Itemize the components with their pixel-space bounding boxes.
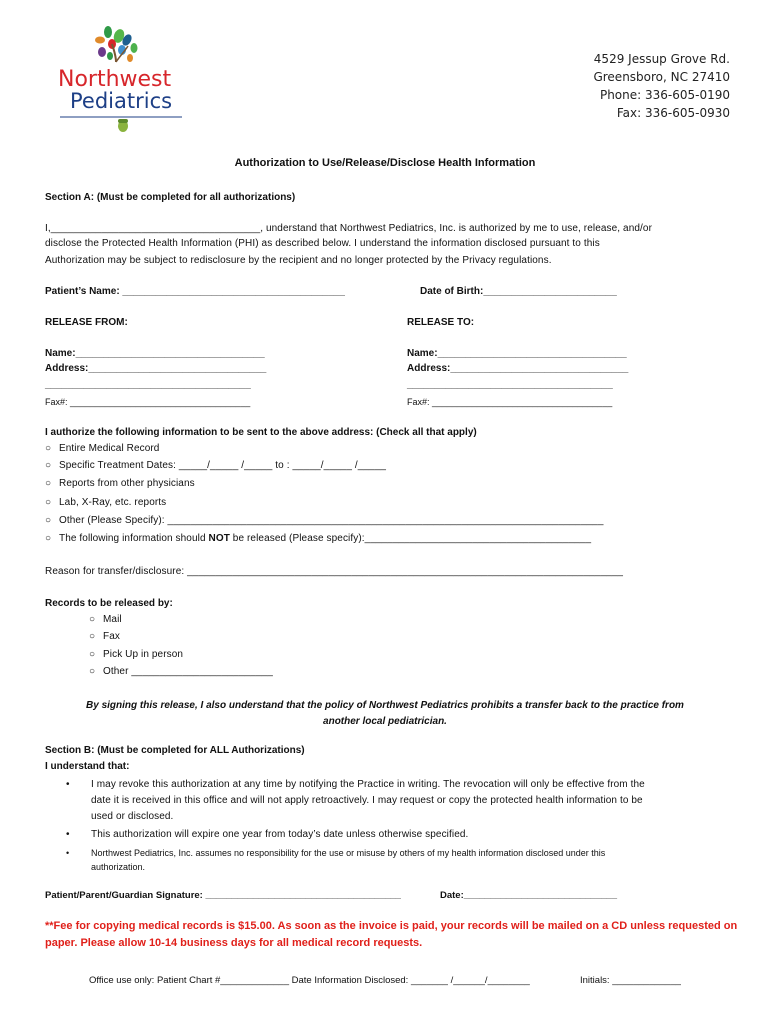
tree-logo-icon	[50, 26, 200, 138]
reason-field[interactable]: Reason for transfer/disclosure: _____________________________________________________________________________	[45, 566, 624, 577]
policy-statement-line2: another local pediatrician.	[323, 716, 447, 727]
bullet-dot-icon: •	[66, 848, 70, 858]
section-b-bullet1-line1: I may revoke this authorization at any time by notifying the Practice in writing. The revocation will only be effective from the	[91, 779, 645, 790]
records-option-fax[interactable]: ○ Fax	[89, 631, 120, 642]
guardian-signature-field[interactable]: Patient/Parent/Guardian Signature: _____________________________________	[45, 890, 401, 901]
logo-northwest: Northwest	[58, 67, 172, 92]
release-to-address-field[interactable]: Address:________________________________	[407, 363, 629, 374]
address-city: Greensboro, NC 27410	[593, 70, 730, 84]
authorize-option-physician-reports[interactable]: ○ Reports from other physicians	[45, 478, 195, 489]
checkbox-circle-icon[interactable]: ○	[89, 666, 96, 677]
authorize-heading: I authorize the following information to be sent to the above address: (Check all that apply)	[45, 427, 477, 438]
release-from-address2-field[interactable]: _____________________________________	[45, 379, 251, 390]
bullet-dot-icon: •	[66, 779, 70, 790]
release-from-name-field[interactable]: Name:__________________________________	[45, 348, 265, 359]
section-a-para-line1[interactable]: I,_____________________________________, understand that Northwest Pediatrics, Inc. is authorized by me to use, release, and/or	[45, 223, 653, 234]
authorize-option-not-released[interactable]: ○ The following information should NOT be released (Please specify):________________________________________	[45, 533, 592, 544]
records-option-other[interactable]: ○ Other _________________________	[89, 666, 273, 677]
office-use-only: Office use only: Patient Chart #_____________ Date Information Disclosed: _______ /______/________	[89, 975, 530, 986]
fee-notice-line1: **Fee for copying medical records is $15.00. As soon as the invoice is paid, your records will be mailed on a CD unless requested on	[45, 920, 738, 932]
release-to-fax-field[interactable]: Fax#: ____________________________________	[407, 397, 613, 407]
policy-statement-line1: By signing this release, I also understand that the policy of Northwest Pediatrics prohibits a transfer back to the practice from	[86, 700, 684, 711]
logo	[50, 26, 200, 138]
authorize-option-entire-record[interactable]: ○ Entire Medical Record	[45, 443, 160, 454]
section-b-bullet1-line2: date it is received in this office and will not apply retroactively. I may request or copy the protected health information to be	[91, 795, 643, 806]
checkbox-circle-icon[interactable]: ○	[45, 497, 52, 508]
checkbox-circle-icon[interactable]: ○	[89, 631, 96, 642]
section-a-heading: Section A: (Must be completed for all authorizations)	[45, 192, 296, 203]
address-fax: Fax: 336-605-0930	[616, 106, 730, 120]
section-b-bullet2: This authorization will expire one year from today’s date unless otherwise specified.	[91, 829, 469, 840]
section-b-heading: Section B: (Must be completed for ALL Authorizations)	[45, 745, 305, 756]
signature-date-field[interactable]: Date:_____________________________	[440, 890, 617, 901]
checkbox-circle-icon[interactable]: ○	[45, 533, 52, 544]
authorize-option-other[interactable]: ○ Other (Please Specify): _____________________________________________________________________________	[45, 515, 604, 526]
records-heading: Records to be released by:	[45, 598, 173, 609]
records-option-mail[interactable]: ○ Mail	[89, 614, 122, 625]
logo-pediatrics: Pediatrics	[70, 89, 173, 113]
records-option-pickup[interactable]: ○ Pick Up in person	[89, 649, 184, 660]
practice-address	[593, 50, 730, 122]
release-to-heading: RELEASE TO:	[407, 317, 475, 328]
section-b-bullet1-line3: used or disclosed.	[91, 811, 174, 822]
checkbox-circle-icon[interactable]: ○	[45, 515, 52, 526]
authorize-option-treatment-dates[interactable]: ○ Specific Treatment Dates: _____/_____ /_____ to : _____/_____ /_____	[45, 460, 387, 471]
release-to-name-field[interactable]: Name:__________________________________	[407, 348, 627, 359]
office-initials-field[interactable]: Initials: _____________	[580, 975, 681, 986]
release-from-address-field[interactable]: Address:________________________________	[45, 363, 267, 374]
address-phone: Phone: 336-605-0190	[599, 88, 730, 102]
checkbox-circle-icon[interactable]: ○	[45, 443, 52, 454]
checkbox-circle-icon[interactable]: ○	[89, 614, 96, 625]
release-from-heading: RELEASE FROM:	[45, 317, 128, 328]
section-a-para-line2: disclose the Protected Health Information (PHI) as described below. I understand the information disclosed pursuant to this	[45, 238, 600, 249]
release-from-fax-field[interactable]: Fax#: ____________________________________	[45, 397, 251, 407]
date-of-birth-field[interactable]: Date of Birth:________________________	[420, 286, 617, 297]
patient-name-field[interactable]: Patient’s Name: ________________________________________	[45, 286, 345, 297]
fee-notice-line2: paper. Please allow 10-14 business days for all medical record requests.	[45, 937, 423, 949]
address-street: 4529 Jessup Grove Rd.	[593, 52, 730, 66]
section-b-understand: I understand that:	[45, 761, 130, 772]
checkbox-circle-icon[interactable]: ○	[45, 478, 52, 489]
authorize-option-lab-xray[interactable]: ○ Lab, X-Ray, etc. reports	[45, 497, 167, 508]
section-a-para-line3: Authorization may be subject to redisclosure by the recipient and no longer protected by the Privacy regulations.	[45, 255, 552, 266]
checkbox-circle-icon[interactable]: ○	[89, 649, 96, 660]
checkbox-circle-icon[interactable]: ○	[45, 460, 52, 471]
release-to-address2-field[interactable]: _____________________________________	[407, 379, 613, 390]
bullet-dot-icon: •	[66, 829, 70, 840]
section-b-bullet3-line2: authorization.	[91, 862, 146, 872]
section-b-bullet3-line1: Northwest Pediatrics, Inc. assumes no responsibility for the use or misuse by others of my health information disclosed under this	[91, 848, 606, 858]
form-title: Authorization to Use/Release/Disclose Health Information	[234, 157, 536, 169]
